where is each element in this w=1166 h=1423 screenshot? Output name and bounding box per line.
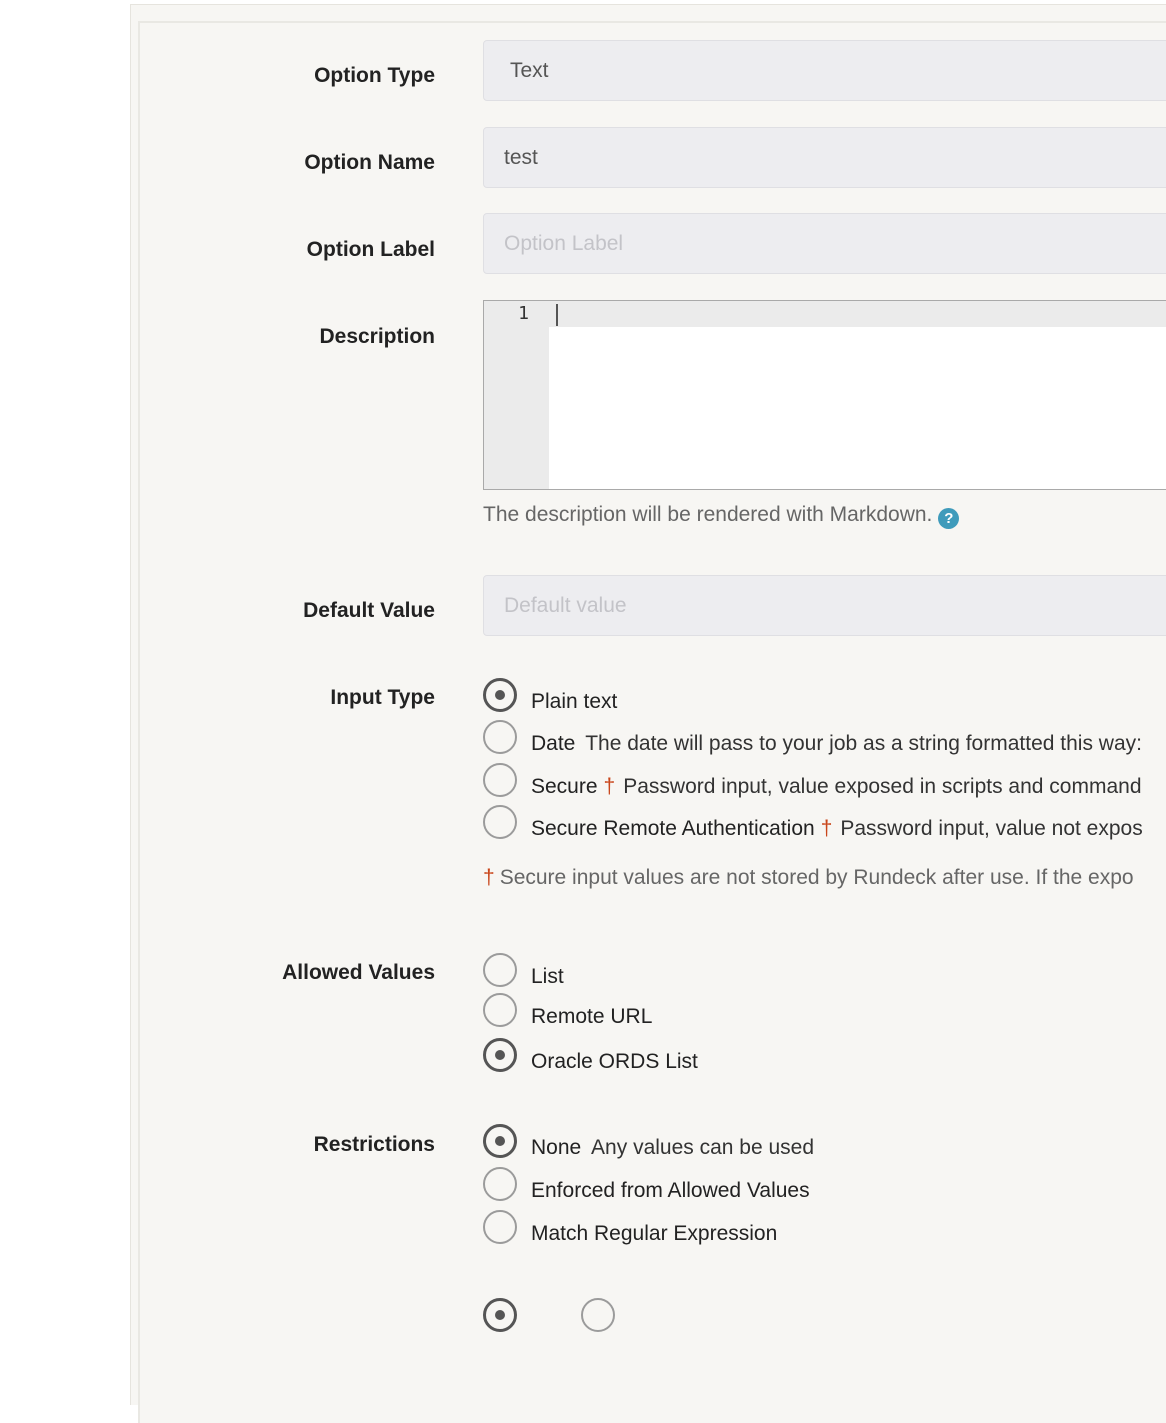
- default-value-input[interactable]: Default value: [483, 575, 1166, 636]
- secure-dagger: †: [603, 775, 616, 798]
- description-label: Description: [319, 325, 435, 348]
- option-type-field[interactable]: Text: [483, 40, 1166, 101]
- radio-description: Password input, value not expos: [840, 817, 1143, 840]
- default-value-label: Default Value: [303, 599, 435, 622]
- input-type-label: Input Type: [330, 686, 435, 709]
- radio-regex[interactable]: [483, 1210, 517, 1244]
- radio-date[interactable]: [483, 720, 517, 754]
- note-dagger: †: [483, 866, 495, 889]
- radio-label: Secure: [531, 775, 598, 798]
- radio-plain-text[interactable]: [483, 678, 517, 712]
- radio-enforced[interactable]: [483, 1167, 517, 1201]
- radio-label: Enforced from Allowed Values: [531, 1179, 810, 1202]
- radio-label: Plain text: [531, 690, 618, 713]
- restrictions-label: Restrictions: [313, 1133, 435, 1156]
- secure-dagger: †: [820, 817, 833, 840]
- option-name-label: Option Name: [304, 151, 435, 174]
- radio-label: Remote URL: [531, 1005, 653, 1028]
- radio-list[interactable]: [483, 953, 517, 987]
- description-help-text: The description will be rendered with Markdown.: [483, 503, 933, 526]
- radio-label: None: [531, 1136, 582, 1159]
- note-text: Secure input values are not stored by Rundeck after use. If the expo: [499, 866, 1134, 889]
- option-label-input[interactable]: Option Label: [483, 213, 1166, 274]
- option-label-label: Option Label: [306, 238, 435, 261]
- radio-label: Date: [531, 732, 576, 755]
- radio-description: The date will pass to your job as a string formatted this way:: [585, 732, 1142, 755]
- radio-label: List: [531, 965, 564, 988]
- option-type-label: Option Type: [314, 64, 435, 87]
- editor-active-line: [549, 301, 1166, 327]
- radio-label: Secure Remote Authentication: [531, 817, 815, 840]
- radio-remote-url[interactable]: [483, 993, 517, 1027]
- editor-line-number: 1: [518, 303, 529, 324]
- option-name-input[interactable]: test: [483, 127, 1166, 188]
- description-editor[interactable]: [483, 300, 1166, 490]
- radio-oracle-ords[interactable]: [483, 1038, 517, 1072]
- radio-description: Any values can be used: [591, 1136, 815, 1159]
- editor-cursor: [556, 304, 558, 326]
- radio-none[interactable]: [483, 1124, 517, 1158]
- radio-label: Oracle ORDS List: [531, 1050, 698, 1073]
- radio-next-unchecked[interactable]: [581, 1298, 615, 1332]
- help-icon[interactable]: ?: [938, 508, 959, 529]
- allowed-values-label: Allowed Values: [282, 961, 435, 984]
- secure-input-note: [483, 866, 1134, 890]
- radio-next-checked[interactable]: [483, 1298, 517, 1332]
- radio-secure-remote-auth[interactable]: [483, 805, 517, 839]
- radio-secure[interactable]: [483, 763, 517, 797]
- radio-label: Match Regular Expression: [531, 1222, 778, 1245]
- description-help: [483, 503, 959, 529]
- radio-description: Password input, value exposed in scripts and command: [623, 775, 1142, 798]
- editor-gutter: [484, 301, 549, 489]
